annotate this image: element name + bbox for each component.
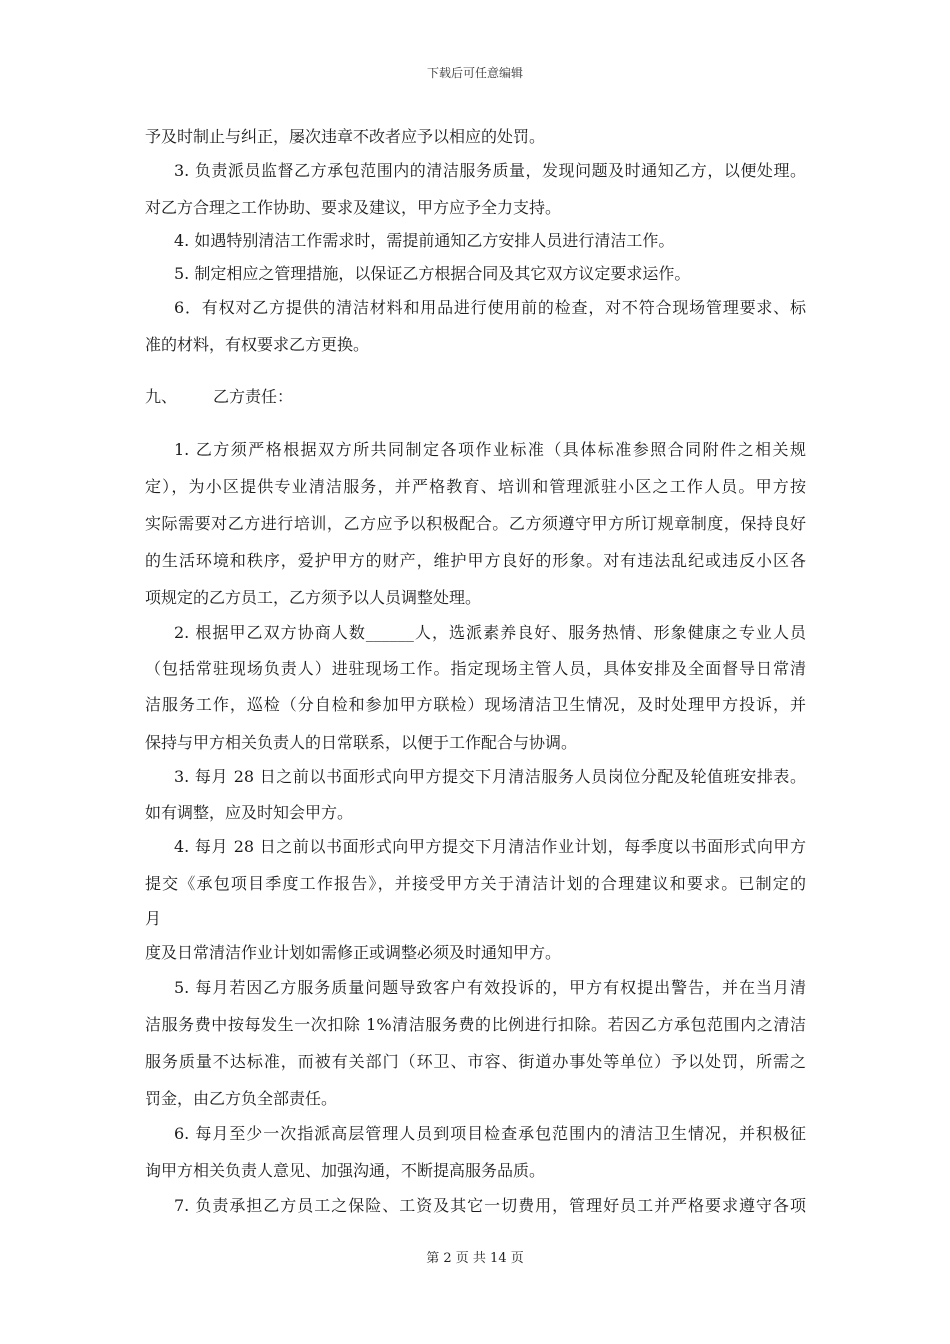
- paragraph-line: 保持与甲方相关负责人的日常联系，以便于工作配合与协调。: [145, 733, 578, 752]
- paragraph-line: 洁服务费中按每发生一次扣除 1%清洁服务费的比例进行扣除。若因乙方承包范围内之清洁: [145, 1015, 806, 1034]
- paragraph-line: 6．有权对乙方提供的清洁材料和用品进行使用前的检查，对不符合现场管理要求、标: [174, 298, 806, 317]
- page-header: 下载后可任意编辑: [426, 66, 523, 80]
- paragraph-line: 罚金，由乙方负全部责任。: [145, 1089, 338, 1108]
- paragraph-line: 5. 制定相应之管理措施，以保证乙方根据合同及其它双方议定要求运作。: [174, 264, 691, 283]
- paragraph-line: 7. 负责承担乙方员工之保险、工资及其它一切费用，管理好员工并严格要求遵守各项: [174, 1196, 806, 1215]
- paragraph-line: 3. 每月 28 日之前以书面形式向甲方提交下月清洁服务人员岗位分配及轮值班安排表。: [174, 767, 806, 786]
- paragraph-line: 询甲方相关负责人意见、加强沟通，不断提高服务品质。: [145, 1161, 546, 1180]
- paragraph-line: 洁服务工作，巡检（分自检和参加甲方联检）现场清洁卫生情况，及时处理甲方投诉，并: [145, 695, 806, 714]
- paragraph-line: 5. 每月若因乙方服务质量问题导致客户有效投诉的，甲方有权提出警告，并在当月清: [174, 978, 806, 997]
- paragraph-line: 1. 乙方须严格根据双方所共同制定各项作业标准（具体标准参照合同附件之相关规: [174, 440, 806, 459]
- section-title: 乙方责任：: [213, 387, 294, 406]
- paragraph-line: 6. 每月至少一次指派高层管理人员到项目检查承包范围内的清洁卫生情况，并积极征: [174, 1124, 806, 1143]
- paragraph-line: 的生活环境和秩序，爱护甲方的财产，维护甲方良好的形象。对有违法乱纪或违反小区各: [145, 551, 806, 570]
- paragraph-line: 月: [145, 909, 162, 928]
- paragraph-line: 3. 负责派员监督乙方承包范围内的清洁服务质量，发现问题及时通知乙方，以便处理。: [174, 161, 806, 180]
- paragraph-line: 准的材料，有权要求乙方更换。: [145, 335, 370, 354]
- paragraph-line: 予及时制止与纠正，屡次违章不改者应予以相应的处罚。: [145, 127, 546, 146]
- paragraph-line: 如有调整，应及时知会甲方。: [145, 803, 354, 822]
- paragraph-line: 对乙方合理之工作协助、要求及建议，甲方应予全力支持。: [145, 198, 562, 217]
- paragraph-line: 4. 如遇特别清洁工作需求时，需提前通知乙方安排人员进行清洁工作。: [174, 231, 675, 250]
- paragraph-line: 提交《承包项目季度工作报告》，并接受甲方关于清洁计划的合理建议和要求。已制定的: [145, 874, 806, 893]
- section-number: 九、: [145, 387, 178, 406]
- paragraph-line: 度及日常清洁作业计划如需修正或调整必须及时通知甲方。: [145, 943, 562, 962]
- paragraph-line: 服务质量不达标准，而被有关部门（环卫、市容、街道办事处等单位）予以处罚，所需之: [145, 1052, 806, 1071]
- paragraph-line: 项规定的乙方员工，乙方须予以人员调整处理。: [145, 588, 482, 607]
- paragraph-line: 定），为小区提供专业清洁服务，并严格教育、培训和管理派驻小区之工作人员。甲方按: [145, 477, 806, 496]
- paragraph-line: 4. 每月 28 日之前以书面形式向甲方提交下月清洁作业计划，每季度以书面形式向甲方: [174, 837, 806, 856]
- paragraph-line: 2. 根据甲乙双方协商人数______人，选派素养良好、服务热情、形象健康之专业人员: [174, 623, 806, 642]
- paragraph-line: 实际需要对乙方进行培训，乙方应予以积极配合。乙方须遵守甲方所订规章制度，保持良好: [145, 514, 806, 533]
- page-footer: 第 2 页 共 14 页: [426, 1251, 524, 1266]
- paragraph-line: （包括常驻现场负责人）进驻现场工作。指定现场主管人员，具体安排及全面督导日常清: [145, 659, 806, 678]
